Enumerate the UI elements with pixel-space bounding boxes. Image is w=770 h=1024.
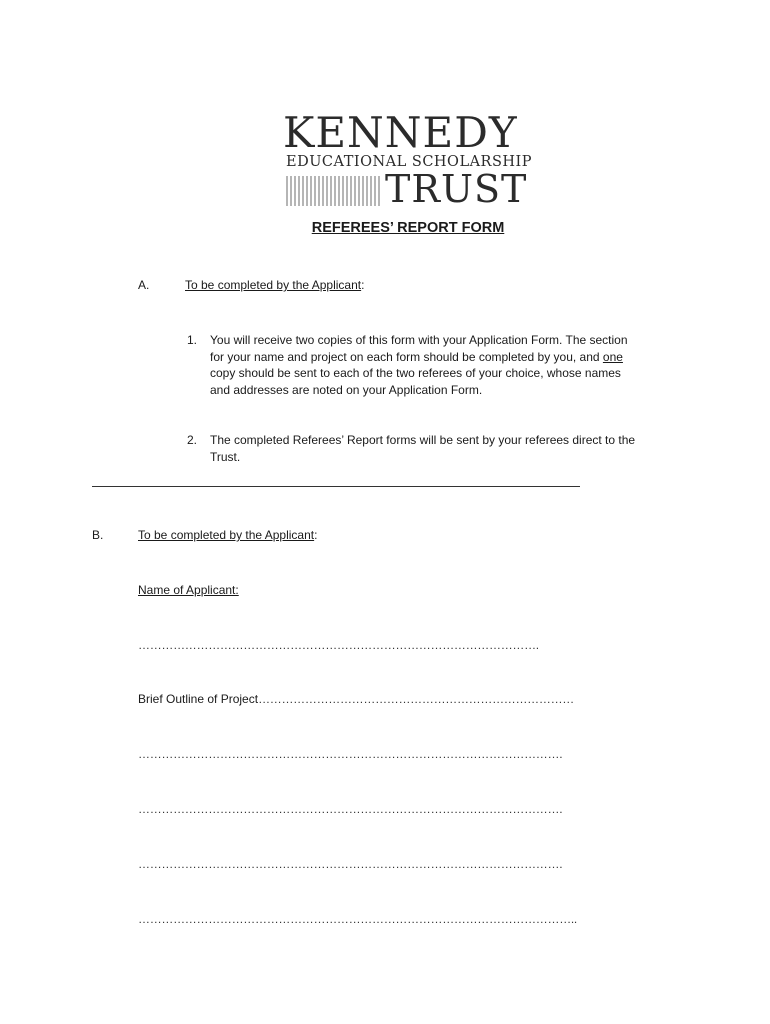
section-b-letter: B. <box>92 528 104 542</box>
section-a-heading <box>185 277 364 294</box>
name-of-applicant-field[interactable]: …………………………………………………………………………………………. <box>138 638 539 652</box>
logo-stripe <box>358 176 360 206</box>
section-b-heading <box>138 527 317 544</box>
logo-stripe <box>326 176 328 206</box>
item-1-text <box>210 332 628 398</box>
logo-stripe <box>354 176 356 206</box>
kennedy-trust-logo <box>283 108 533 211</box>
logo-stripe <box>338 176 340 206</box>
logo-stripe <box>290 176 292 206</box>
section-b-heading-suffix: : <box>314 528 318 542</box>
project-outline-line-3[interactable]: ………………………………………………………………………………………………. <box>138 802 563 816</box>
section-a-letter: A. <box>138 278 150 292</box>
logo-stripe <box>370 176 372 206</box>
item-2-number: 2. <box>187 433 198 447</box>
project-outline-line-5[interactable]: ………………………………………………………………………………………………….. <box>138 912 577 926</box>
logo-stripe <box>294 176 296 206</box>
item-1-line-2 <box>210 349 628 366</box>
logo-stripe <box>302 176 304 206</box>
logo-stripe <box>378 176 380 206</box>
logo-stripe <box>330 176 332 206</box>
logo-trust-wordmark: TRUST <box>385 167 528 211</box>
item-1-line-4: and addresses are noted on your Application Form. <box>210 382 483 397</box>
logo-stripe <box>286 176 288 206</box>
project-outline-line <box>138 691 574 708</box>
item-1-one-emphasis: one <box>602 349 623 364</box>
logo-kennedy-wordmark: KENNEDY <box>283 108 518 157</box>
item-1-number: 1. <box>187 333 198 347</box>
logo-stripe <box>346 176 348 206</box>
logo-stripe <box>366 176 368 206</box>
logo-stripe <box>298 176 300 206</box>
project-outline-line-2[interactable]: ………………………………………………………………………………………………. <box>138 747 563 761</box>
project-outline-label: Brief Outline of Project <box>138 692 259 706</box>
logo-stripe <box>334 176 336 206</box>
logo-stripes-icon <box>286 176 382 206</box>
logo-subtitle: EDUCATIONAL SCHOLARSHIP <box>286 154 533 170</box>
section-a-heading-text: To be completed by the Applicant <box>185 278 362 292</box>
logo-stripe <box>318 176 320 206</box>
project-outline-line-4[interactable]: ………………………………………………………………………………………………. <box>138 857 563 871</box>
logo-stripe <box>306 176 308 206</box>
item-1-line-2-text: for your name and project on each form should be completed by you, and <box>210 349 603 364</box>
section-divider <box>92 486 580 487</box>
item-2-line-2: Trust. <box>210 449 241 464</box>
page-title: REFEREES’ REPORT FORM <box>311 220 505 236</box>
item-1-line-3: copy should be sent to each of the two referees of your choice, whose names <box>210 366 621 380</box>
name-of-applicant-label: Name of Applicant: <box>138 583 239 597</box>
logo-stripe <box>314 176 316 206</box>
logo-stripe <box>322 176 324 206</box>
item-2-line-1: The completed Referees’ Report forms will be sent by your referees direct to the <box>210 433 636 447</box>
logo-stripe <box>362 176 364 206</box>
section-a-heading-suffix: : <box>361 278 365 292</box>
project-outline-field[interactable]: ……………………………………………………………………… <box>258 692 574 706</box>
item-2-text <box>210 432 635 465</box>
logo-stripe <box>374 176 376 206</box>
logo-stripe <box>342 176 344 206</box>
section-b-heading-text: To be completed by the Applicant <box>138 528 315 542</box>
item-1-line-1: You will receive two copies of this form with your Application Form. The section <box>210 333 628 347</box>
logo-stripe <box>350 176 352 206</box>
logo-stripe <box>310 176 312 206</box>
